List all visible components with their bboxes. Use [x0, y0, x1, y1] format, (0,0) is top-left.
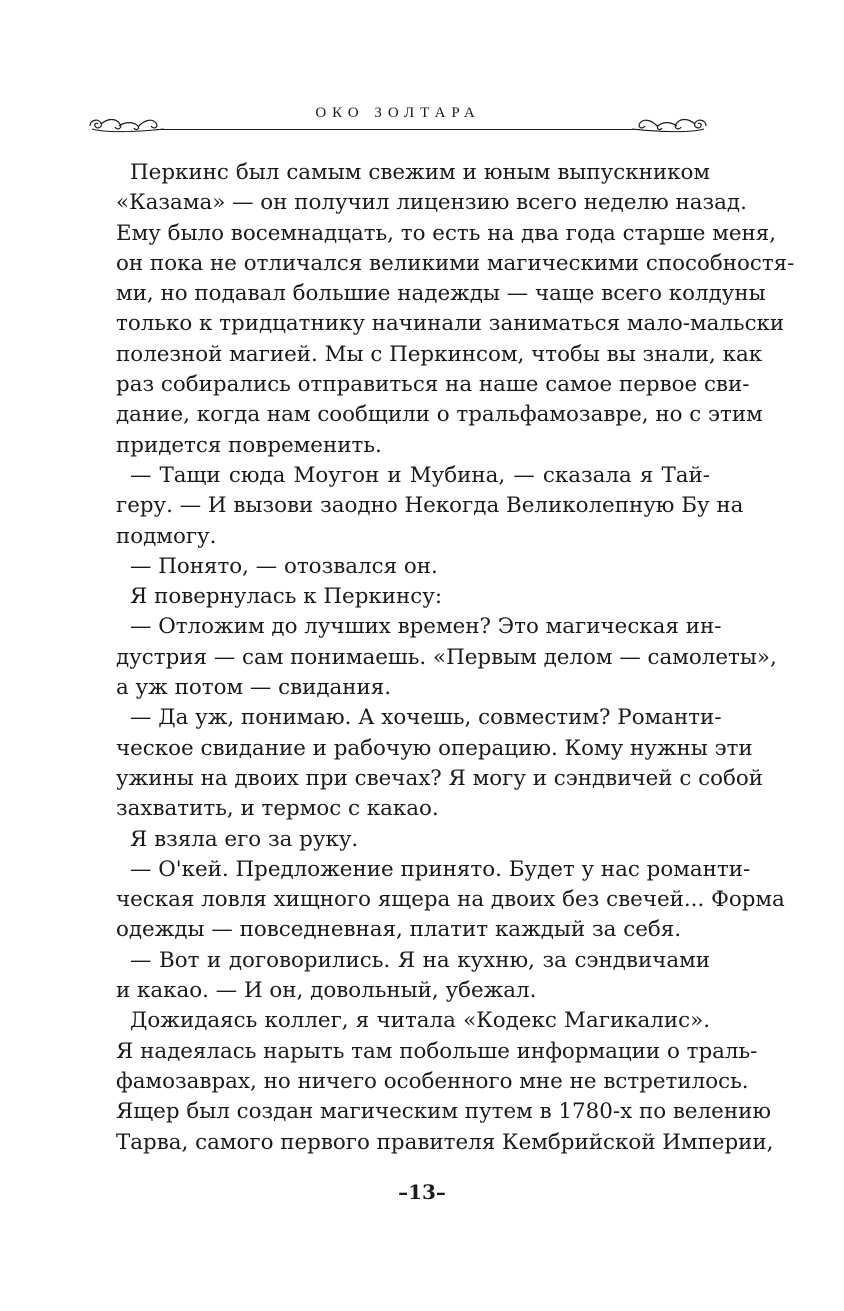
text-line: полезной магией. Мы с Перкинсом, чтобы вы знали, как [116, 341, 763, 367]
text-line: ужины на двоих при свечах? Я могу и сэндвичей с собой [116, 765, 763, 791]
text-line: ми, но подавал большие надежды — чаще всего колдуны [116, 281, 766, 307]
text-line: «Казама» — он получил лицензию всего неделю назад. [116, 190, 747, 216]
text-line: — Да уж, понимаю. А хочешь, совместим? Романти- [130, 705, 722, 731]
text-line: — Отложим до лучших времен? Это магическая ин- [130, 614, 722, 640]
text-line: Я надеялась нарыть там побольше информации о траль- [116, 1038, 758, 1064]
text-line: фамозаврах, но ничего особенного мне не встретилось. [116, 1068, 749, 1094]
text-line: одежды — повседневная, платит каждый за себя. [116, 917, 682, 943]
body-text [116, 158, 795, 1158]
text-line: — О'кей. Предложение принято. Будет у нас романти- [130, 856, 751, 882]
page-number: –13– [398, 1180, 446, 1204]
text-line: — Понято, — отозвался он. [130, 553, 438, 579]
text-line: Перкинс был самым свежим и юным выпускником [130, 160, 710, 185]
text-line: Ему было восемнадцать, то есть на два года старше меня, [116, 220, 777, 246]
text-line: Я повернулась к Перкинсу: [130, 584, 443, 610]
text-line: он пока не отличался великими магическими способностя- [116, 250, 795, 276]
text-line: Тарва, самого первого правителя Кембрийской Империи, [116, 1129, 774, 1155]
text-line: — Тащи сюда Моугон и Мубина, — сказала я Тай- [130, 462, 710, 488]
text-line: геру. — И вызови заодно Некогда Великолепную Бу на [116, 493, 744, 519]
text-line: — Вот и договорились. Я на кухню, за сэндвичами [130, 947, 710, 973]
text-line: Ящер был создан магическим путем в 1780-х по велению [116, 1099, 771, 1125]
running-header [86, 100, 710, 134]
header-title: ОКО ЗОЛТАРА [315, 105, 481, 121]
header-rule [156, 129, 640, 130]
text-line: раз собирались отправиться на наше самое первое сви- [116, 372, 750, 398]
text-line: дание, когда нам сообщили о тральфамозавре, но с этим [116, 402, 763, 428]
text-line: подмогу. [116, 523, 217, 549]
text-line: а уж потом — свидания. [116, 675, 392, 701]
scroll-ornament-right-icon [630, 112, 710, 134]
text-line: и какао. — И он, довольный, убежал. [116, 978, 537, 1004]
text-line: ческая ловля хищного ящера на двоих без свечей... Форма [116, 887, 785, 913]
text-line: захватить, и термос с какао. [116, 796, 439, 822]
text-line: придется повременить. [116, 432, 382, 458]
text-line: ческое свидание и рабочую операцию. Кому нужны эти [116, 735, 753, 761]
text-line: только к тридцатнику начинали заниматься мало-мальски [116, 311, 785, 337]
text-line: Я взяла его за руку. [130, 826, 359, 852]
text-line: Дожидаясь коллег, я читала «Кодекс Магикалис». [130, 1008, 710, 1034]
text-line: дустрия — сам понимаешь. «Первым делом — самолеты», [116, 644, 777, 670]
